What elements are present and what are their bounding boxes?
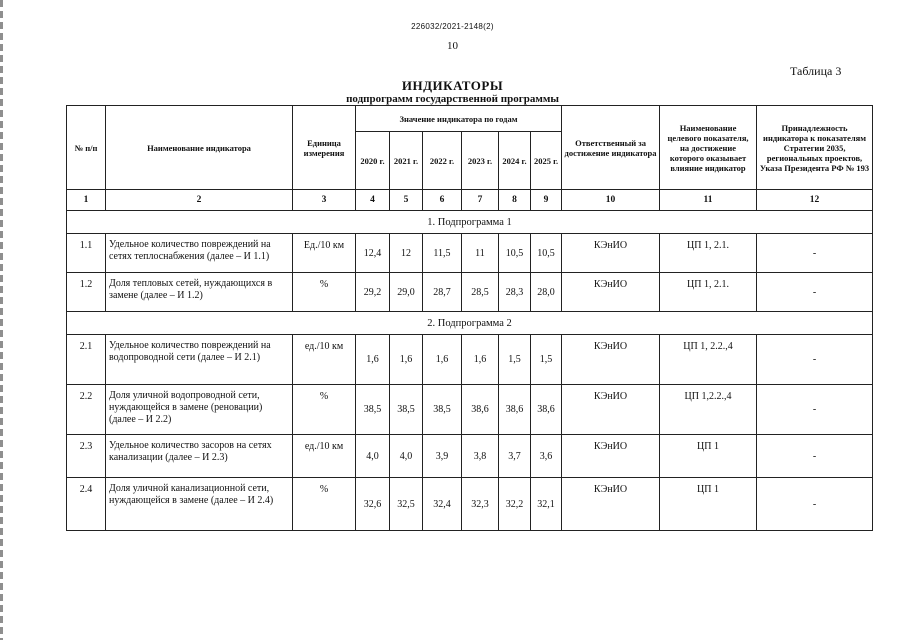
value-cell: 1,5: [531, 335, 562, 385]
value-cell: 4,0: [390, 435, 423, 478]
value-cell: 38,5: [356, 385, 390, 435]
responsible-cell: КЭнИО: [562, 385, 660, 435]
table-row: [67, 435, 873, 478]
table-title: ИНДИКАТОРЫ: [401, 78, 504, 93]
affiliation-cell: -: [757, 385, 873, 435]
value-cell: 3,7: [499, 435, 531, 478]
row-number: 1.1: [67, 234, 106, 273]
affiliation-cell: -: [757, 335, 873, 385]
column-number: 6: [423, 190, 462, 211]
header-year: 2022 г.: [423, 132, 462, 190]
value-cell: 1,6: [356, 335, 390, 385]
indicator-name: Удельное количество повреждений на водопроводной сети (далее – И 2.1): [106, 335, 293, 385]
table-row: [67, 385, 873, 435]
indicator-name: Доля уличной канализационной сети, нуждающейся в замене (далее – И 2.4): [106, 478, 293, 531]
value-cell: 29,0: [390, 273, 423, 312]
header-year: 2020 г.: [356, 132, 390, 190]
value-cell: 12,4: [356, 234, 390, 273]
column-number: 2: [106, 190, 293, 211]
value-cell: 38,6: [531, 385, 562, 435]
value-cell: 11,5: [423, 234, 462, 273]
value-cell: 28,7: [423, 273, 462, 312]
affiliation-cell: -: [757, 478, 873, 531]
table-subtitle: подпрограмм государственной программы: [346, 93, 559, 105]
indicator-unit: ед./10 км: [293, 435, 356, 478]
header-name: Наименование индикатора: [106, 106, 293, 190]
value-cell: 28,5: [462, 273, 499, 312]
table-row: [67, 273, 873, 312]
header-document: Наименование целевого показателя, на достижение которого оказывает влияние индикатор: [660, 106, 757, 190]
value-cell: 38,5: [423, 385, 462, 435]
value-cell: 32,6: [356, 478, 390, 531]
indicator-unit: %: [293, 478, 356, 531]
responsible-cell: КЭнИО: [562, 234, 660, 273]
value-cell: 38,6: [499, 385, 531, 435]
table-row: [67, 234, 873, 273]
header-values-group: Значение индикатора по годам: [356, 106, 562, 132]
column-number: 8: [499, 190, 531, 211]
responsible-cell: КЭнИО: [562, 478, 660, 531]
value-cell: 4,0: [356, 435, 390, 478]
header-year: 2025 г.: [531, 132, 562, 190]
responsible-cell: КЭнИО: [562, 435, 660, 478]
header-affiliation: Принадлежность индикатора к показателям Стратегии 2035, региональных проектов, Указа Президента РФ № 193: [757, 106, 873, 190]
section-title: 2. Подпрограмма 2: [67, 312, 873, 335]
value-cell: 3,6: [531, 435, 562, 478]
value-cell: 10,5: [531, 234, 562, 273]
table-row: [67, 478, 873, 531]
target-indicator-cell: ЦП 1, 2.1.: [660, 273, 757, 312]
value-cell: 1,6: [423, 335, 462, 385]
value-cell: 10,5: [499, 234, 531, 273]
affiliation-cell: -: [757, 234, 873, 273]
value-cell: 12: [390, 234, 423, 273]
section-row: [67, 312, 873, 335]
column-number: 7: [462, 190, 499, 211]
responsible-cell: КЭнИО: [562, 273, 660, 312]
indicator-name: Доля тепловых сетей, нуждающихся в замене (далее – И 1.2): [106, 273, 293, 312]
target-indicator-cell: ЦП 1: [660, 478, 757, 531]
column-number: 5: [390, 190, 423, 211]
affiliation-cell: -: [757, 273, 873, 312]
indicator-unit: ед./10 км: [293, 335, 356, 385]
section-title: 1. Подпрограмма 1: [67, 211, 873, 234]
responsible-cell: КЭнИО: [562, 335, 660, 385]
header-year: 2021 г.: [390, 132, 423, 190]
target-indicator-cell: ЦП 1: [660, 435, 757, 478]
affiliation-cell: -: [757, 435, 873, 478]
indicator-unit: %: [293, 385, 356, 435]
value-cell: 32,3: [462, 478, 499, 531]
header-year: 2024 г.: [499, 132, 531, 190]
indicator-unit: %: [293, 273, 356, 312]
value-cell: 28,3: [499, 273, 531, 312]
value-cell: 3,9: [423, 435, 462, 478]
value-cell: 32,4: [423, 478, 462, 531]
value-cell: 38,5: [390, 385, 423, 435]
row-number: 2.1: [67, 335, 106, 385]
document-number: 226032/2021-2148(2): [411, 22, 494, 31]
column-number: 4: [356, 190, 390, 211]
table-row: [67, 335, 873, 385]
target-indicator-cell: ЦП 1, 2.2.,4: [660, 335, 757, 385]
value-cell: 28,0: [531, 273, 562, 312]
column-number: 3: [293, 190, 356, 211]
column-number: 10: [562, 190, 660, 211]
column-number: 11: [660, 190, 757, 211]
indicator-name: Удельное количество засоров на сетях канализации (далее – И 2.3): [106, 435, 293, 478]
table-label: Таблица 3: [790, 64, 842, 78]
value-cell: 3,8: [462, 435, 499, 478]
value-cell: 29,2: [356, 273, 390, 312]
row-number: 2.4: [67, 478, 106, 531]
value-cell: 1,6: [390, 335, 423, 385]
target-indicator-cell: ЦП 1, 2.1.: [660, 234, 757, 273]
indicator-name: Удельное количество повреждений на сетях теплоснабжения (далее – И 1.1): [106, 234, 293, 273]
indicators-table: [66, 105, 873, 531]
column-number: 1: [67, 190, 106, 211]
value-cell: 32,2: [499, 478, 531, 531]
row-number: 2.3: [67, 435, 106, 478]
row-number: 2.2: [67, 385, 106, 435]
indicator-unit: Ед./10 км: [293, 234, 356, 273]
indicator-name: Доля уличной водопроводной сети, нуждающейся в замене (реновации) (далее – И 2.2): [106, 385, 293, 435]
page-number: 10: [447, 40, 458, 52]
value-cell: 1,6: [462, 335, 499, 385]
column-numbers-row: [67, 190, 873, 211]
column-number: 9: [531, 190, 562, 211]
value-cell: 1,5: [499, 335, 531, 385]
header-year: 2023 г.: [462, 132, 499, 190]
row-number: 1.2: [67, 273, 106, 312]
header-unit: Единица измерения: [293, 106, 356, 190]
column-number: 12: [757, 190, 873, 211]
target-indicator-cell: ЦП 1,2.2.,4: [660, 385, 757, 435]
value-cell: 38,6: [462, 385, 499, 435]
value-cell: 11: [462, 234, 499, 273]
section-row: [67, 211, 873, 234]
value-cell: 32,5: [390, 478, 423, 531]
value-cell: 32,1: [531, 478, 562, 531]
header-responsible: Ответственный за достижение индикатора: [562, 106, 660, 190]
header-no: № п/п: [67, 106, 106, 190]
